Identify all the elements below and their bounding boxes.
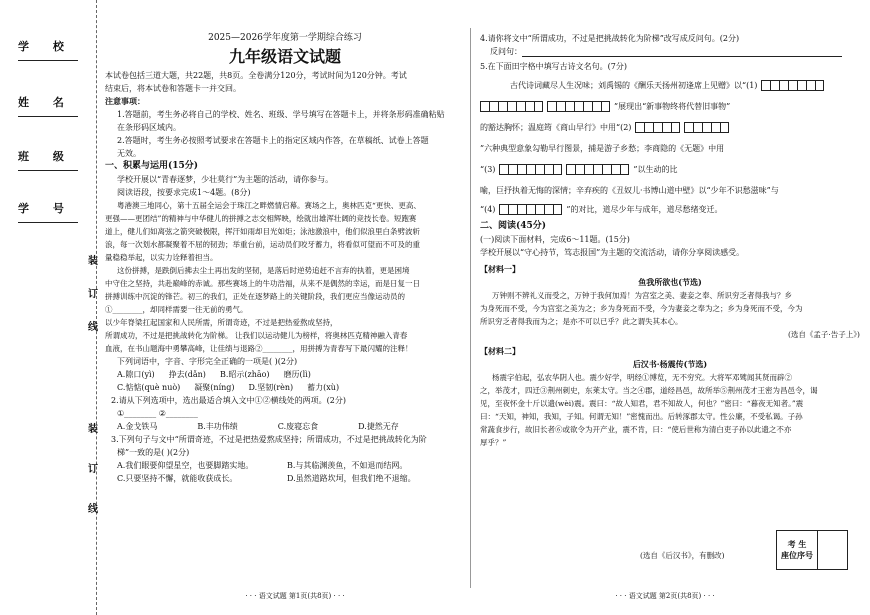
note-line: 2.答题时，考生务必按照考试要求在答题卡上的指定区域内作答，在草稿纸、试卷上答题 xyxy=(117,136,429,145)
poem-line: “(4) ”的对比，道尽少年与成年，道尽愁绪变迁。 xyxy=(480,205,723,214)
binding-word: 订 xyxy=(88,464,98,475)
material-source: (选自《孟子·告子上》) xyxy=(788,330,860,339)
answer-grid[interactable] xyxy=(635,122,680,133)
note-line: 无效。 xyxy=(117,149,141,158)
poem-line: ”展现出“新事物终将代替旧事物” xyxy=(480,100,860,113)
seat-label: 考 生 xyxy=(787,539,807,549)
passage-line: 粤港澳三地同心，第十五届全运会于珠江之畔燃情启幕。赛场之上，奥林匹克“更快、更高、 xyxy=(117,201,421,210)
binding-word: 订 xyxy=(88,289,98,300)
note-line: 在条形码区域内。 xyxy=(117,123,181,132)
option[interactable]: A.我们眼要仰望星空，也要脚踏实地。 xyxy=(117,461,254,470)
reading-prompt: 阅读语段，按要求完成1～4题。(8分) xyxy=(117,188,251,197)
seat-number-input[interactable] xyxy=(818,531,847,569)
passage-line: 道上，健儿们如离弦之箭突破极限，挥汗如雨却目光如炬；泳池激浪中，他们似浪里白条劈波斩 xyxy=(105,227,420,236)
section-heading: 二、阅读(45分) xyxy=(480,221,547,231)
binding-word: 装 xyxy=(88,424,98,435)
question-3-options xyxy=(105,459,465,472)
question-2-stem: 2.请从下列选项中，选出最适合填入文中①②横线处的两项。(2分) xyxy=(111,396,346,405)
left-page xyxy=(105,32,465,485)
material-line: 为身死而不受，今为宫室之美为之；乡为身死而不受，今为妻妾之奉为之；乡为身死而不受，今为 xyxy=(480,304,803,313)
answer-grid[interactable] xyxy=(480,101,543,112)
binding-strip xyxy=(0,0,97,615)
seat-number-box[interactable] xyxy=(776,530,848,570)
note-line: 1.答题前，考生务必将自己的学校、姓名、班级、学号填写在答题卡上，并将条形码准确粘贴 xyxy=(117,110,445,119)
answer-line[interactable] xyxy=(522,45,842,57)
passage-line: 以少年脊梁扛起国家和人民所需，所谓奇迹，不过是把热爱熬成坚持， xyxy=(105,318,338,327)
class-field[interactable]: 班 级 xyxy=(18,148,78,171)
material-line: 曰：“天知，神知，我知，子知。何谓无知！”密愧而出。后转涿郡太守。性公廉，不受私谒。子孙 xyxy=(480,412,803,421)
question-4-stem: 4.请你将文中“所谓成功，不过是把挑战转化为阶梯”改写成反问句。(2分) xyxy=(480,34,740,43)
material-source: (选自《后汉书》，有删改) xyxy=(640,551,725,560)
passage-line: 拼搏训练中沉淀的锋芒。初三的我们，正处在逐梦路上的关键阶段，我们更应当像运动员的 xyxy=(105,292,405,301)
passage-line: 更强——更团结”的精神与中华健儿的拼搏之志交相辉映，绘就出雄浑壮阔的竞技长卷。短跑赛 xyxy=(105,214,417,223)
poem-line: 的豁达胸怀；温庭筠《商山早行》中用“(2) xyxy=(480,121,860,134)
material-line: 万钟则不辨礼义而受之，万钟于我何加焉！为宫室之美、妻妾之奉、所识穷乏者得我与？乡 xyxy=(492,291,792,300)
binding-word: 装 xyxy=(88,256,98,267)
material-label: 【材料二】 xyxy=(480,346,520,356)
poem-line: “(3) ”以生动的比 xyxy=(480,165,678,174)
option[interactable]: C.废寝忘食 xyxy=(277,422,319,431)
intro-line: 结束后，将本试卷和答题卡一并交回。 xyxy=(105,84,241,93)
question-2-blanks[interactable]: ①________ ②________ xyxy=(117,409,198,418)
passage-line: 中守住之坚持，共赴巅峰的赤诚。那些赛场上的牛功浩福，从来不是偶然的幸运，而是日复一日 xyxy=(105,279,420,288)
question-3-stem: 3.下列句子与文中“所谓奇迹，不过是把热爱熬成坚持；所谓成功，不过是把挑战转化为阶 xyxy=(111,435,427,444)
answer-grid[interactable] xyxy=(684,122,729,133)
passage-line: ①________，却同样需要一往无前的勇气。 xyxy=(105,305,248,314)
right-page xyxy=(480,32,860,449)
subsection-heading: (一)阅读下面材料，完成6～11题。(15分) xyxy=(480,235,630,244)
material-line: 所识穷乏者得我而为之；是亦不可以已乎？此之谓失其本心。 xyxy=(480,317,683,326)
material-line: 杨震字伯起，弘农华阴人也。震少好学，明经①博览，无不穷究。大将军邓骘闻其贤而辟② xyxy=(492,373,792,382)
material-line: 之，举茂才，四迁③荆州刺史，东莱太守。当之④郡，道经昌邑，故所举⑤荆州茂才王密为昌邑令，谒 xyxy=(480,386,818,395)
question-1-stem: 下列词语中，字音、字形完全正确的一项是( )(2分) xyxy=(117,357,298,366)
option[interactable]: B.与其临渊羡鱼，不如退而结网。 xyxy=(287,461,408,470)
option: 挣去(dǎn) xyxy=(168,370,206,379)
question-5-stem: 5.在下面田字格中填写古诗文名句。(7分) xyxy=(480,62,627,71)
page-divider xyxy=(470,28,471,588)
question-3-options xyxy=(105,472,465,485)
answer-grid[interactable] xyxy=(547,101,610,112)
material-title: 后汉书·杨震传(节选) xyxy=(632,359,708,369)
intro-line: 本试卷包括三道大题，共22题，共8页。全卷满分120分，考试时间为120分钟。考试 xyxy=(105,71,407,80)
material-line: 厚乎？” xyxy=(480,438,507,447)
poem-line: 古代诗词藏尽人生况味；刘禹锡的《酬乐天扬州初逢席上见赠》以“(1) xyxy=(480,79,860,92)
option: 蓄力(xù) xyxy=(307,383,340,392)
option[interactable]: D.坚韧(rèn) xyxy=(248,383,294,392)
answer-grid[interactable] xyxy=(566,164,629,175)
seat-label: 座位序号 xyxy=(781,550,813,560)
option[interactable]: C.只要坚持不懈，就能收获成长。 xyxy=(117,474,238,483)
poem-line: 喻，巨抒执着无悔的深情；辛弃疾的《丑奴儿·书博山道中壁》以“少年不识愁滋味”与 xyxy=(480,186,779,195)
activity-text: 学校开展以“守心持节，笃志报国”为主题的交流活动，请你分享阅读感受。 xyxy=(480,248,745,257)
material-label: 【材料一】 xyxy=(480,264,520,274)
section-heading: 一、积累与运用(15分) xyxy=(105,161,199,171)
binding-word: 线 xyxy=(88,504,98,515)
question-4-answer: 反问句： xyxy=(480,45,860,58)
answer-grid[interactable] xyxy=(499,164,562,175)
question-1-options xyxy=(105,381,465,394)
material-title: 鱼我所欲也(节选) xyxy=(638,277,702,287)
option[interactable]: A.隙口(yì) xyxy=(117,370,155,379)
answer-grid[interactable] xyxy=(761,80,824,91)
question-2-options xyxy=(105,420,465,433)
passage-line: 量稳稳举起，以实力诠释着担当。 xyxy=(105,253,218,262)
answer-grid[interactable] xyxy=(499,204,562,215)
passage-line: 血液，在书山题海中勇攀高峰，让佳绩与退路②________，用拼搏为青春写下最闪耀的注释！ xyxy=(105,344,413,353)
exam-header: 2025—2026学年度第一学期综合练习 xyxy=(208,33,362,43)
passage-line: 浪，每一次划水都凝聚着不屈的韧劲；举重台前，运动员们咬牙蓄力，将看似可望而不可及的重 xyxy=(105,240,420,249)
question-3-stem: 梯”一致的是( )(2分) xyxy=(117,448,190,457)
option[interactable]: C.惦惦(què nuò) xyxy=(117,383,181,392)
passage-line: 所谓成功，不过是把挑战转化为阶梯。 让我们以运动健儿为榜样，将奥林匹克精神融入青春 xyxy=(105,331,408,340)
option[interactable]: D.虽然道路坎坷，但我们绝不退缩。 xyxy=(287,474,416,483)
question-1-options xyxy=(105,368,465,381)
material-line: 常蔬食步行，故旧长者⑥或欲令为开产业，震不肯，曰：“使后世称为清白吏子孙以此遗之不亦 xyxy=(480,425,792,434)
name-field[interactable]: 姓 名 xyxy=(18,94,78,117)
school-field[interactable]: 学 校 xyxy=(18,38,78,61)
material-line: 见，至夜怀金十斤以遗(wèi)震。震曰：“故人知君，君不知故人，何也？”密曰：“暮夜无知者。”震 xyxy=(480,399,804,408)
poem-line: ”六种典型意象勾勒早行图景，捕是游子乡愁；李商隐的《无题》中用 xyxy=(480,144,725,153)
notes-title: 注意事项： xyxy=(105,96,145,106)
option[interactable]: B.丰功伟绩 xyxy=(197,422,238,431)
option: 磨历(lì) xyxy=(283,370,311,379)
option[interactable]: D.捷然无存 xyxy=(358,422,399,431)
binding-word: 线 xyxy=(88,322,98,333)
option: 凝聚(níng) xyxy=(194,383,235,392)
page-footer: · · · 语文试题 第2页(共8页) · · · xyxy=(615,592,715,600)
option[interactable]: A.金戈铁马 xyxy=(117,422,158,431)
student-id-field[interactable]: 学 号 xyxy=(18,200,78,223)
activity-text: 学校开展以“青春逐梦，少壮莫行”为主题的活动，请你参与。 xyxy=(117,175,334,184)
page-title: 九年级语文试题 xyxy=(228,47,341,66)
passage-line: 这份拼搏，是跌倒后拂去尘土再出发的坚韧，是落后时逆势追赶不言弃的执着，更是困境 xyxy=(117,266,410,275)
page-footer: · · · 语文试题 第1页(共8页) · · · xyxy=(245,592,345,600)
option[interactable]: B.昭示(zhāo) xyxy=(219,370,270,379)
